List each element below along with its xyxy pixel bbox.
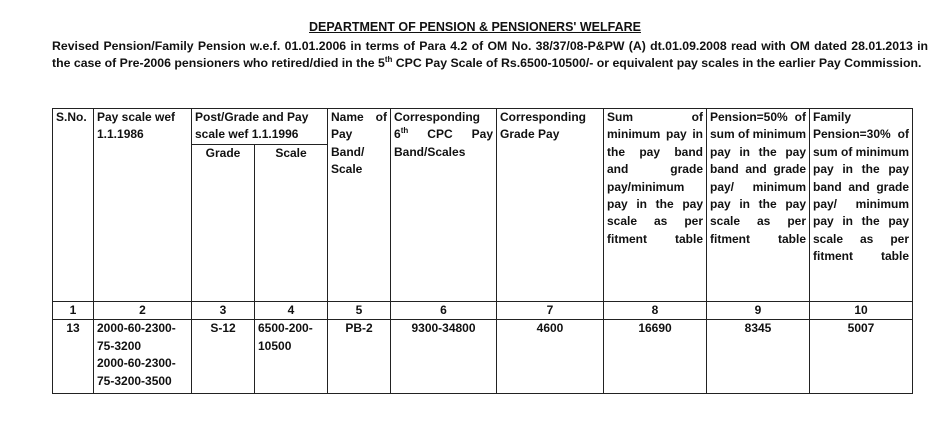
column-number-8: 8	[604, 302, 707, 320]
header-6cpc-superscript: th	[400, 126, 409, 136]
header-row-1	[53, 109, 913, 145]
cell-grade-pay: 4600	[497, 320, 604, 394]
cell-sno: 13	[53, 320, 94, 394]
table-row	[53, 320, 913, 394]
column-number-9: 9	[707, 302, 810, 320]
header-payscale-1986: Pay scale wef 1.1.1986	[94, 109, 192, 302]
header-sno: S.No.	[53, 109, 94, 302]
cell-payscale-1986-b: 2000-60-2300-75-3200-3500	[97, 356, 176, 388]
cell-corresponding-band: 9300-34800	[391, 320, 497, 394]
column-number-4: 4	[255, 302, 328, 320]
column-number-7: 7	[497, 302, 604, 320]
header-sum-min-pay: Sum of minimum pay in the pay band and grade pay/minimum pay in the pay scale as per fitment table	[604, 109, 707, 302]
header-grade: Grade	[192, 145, 255, 302]
column-number-2: 2	[94, 302, 192, 320]
header-scale: Scale	[255, 145, 328, 302]
intro-text-part2: CPC Pay Scale of Rs.6500-10500/- or equivalent pay scales in the earlier Pay Commission.	[392, 56, 922, 70]
pension-table	[52, 108, 913, 394]
cell-payscale-1986	[94, 320, 192, 394]
header-grade-pay: Corresponding Grade Pay	[497, 109, 604, 302]
cell-sum-min-pay: 16690	[604, 320, 707, 394]
document-title: DEPARTMENT OF PENSION & PENSIONERS' WELFARE	[309, 20, 641, 34]
cell-scale: 6500-200-10500	[255, 320, 328, 394]
cell-pension: 8345	[707, 320, 810, 394]
column-number-row	[53, 302, 913, 320]
cell-payscale-1986-a: 2000-60-2300-75-3200	[97, 321, 176, 353]
header-pension-50: Pension=50% of sum of minimum pay in the pay band and grade pay/ minimum pay in the pay scale as per fitment table	[707, 109, 810, 302]
intro-superscript: th	[384, 54, 393, 64]
column-number-10: 10	[810, 302, 913, 320]
cell-family-pension: 5007	[810, 320, 913, 394]
intro-text-part1: Revised Pension/Family Pension w.e.f. 01.01.2006 in terms of Para 4.2 of OM No. 38/37/08-P&PW (A) dt.01.09.2008 read with OM dated 28.01.2013 in the case of Pre-2006 pensioners who retired/died in the 5	[52, 39, 928, 70]
header-corresponding-6cpc: Corresponding 6th CPC Pay Band/Scales	[391, 109, 497, 302]
column-number-1: 1	[53, 302, 94, 320]
column-number-6: 6	[391, 302, 497, 320]
header-post-grade-1996: Post/Grade and Pay scale wef 1.1.1996	[192, 109, 328, 145]
cell-pay-band: PB-2	[328, 320, 391, 394]
cell-grade: S-12	[192, 320, 255, 394]
header-pay-band-name: Name of Pay Band/ Scale	[328, 109, 391, 302]
intro-paragraph	[52, 38, 928, 72]
header-family-pension-30: Family Pension=30% of sum of minimum pay in the pay band and grade pay/ minimum pay in the pay scale as per fitment table	[810, 109, 913, 302]
column-number-5: 5	[328, 302, 391, 320]
column-number-3: 3	[192, 302, 255, 320]
